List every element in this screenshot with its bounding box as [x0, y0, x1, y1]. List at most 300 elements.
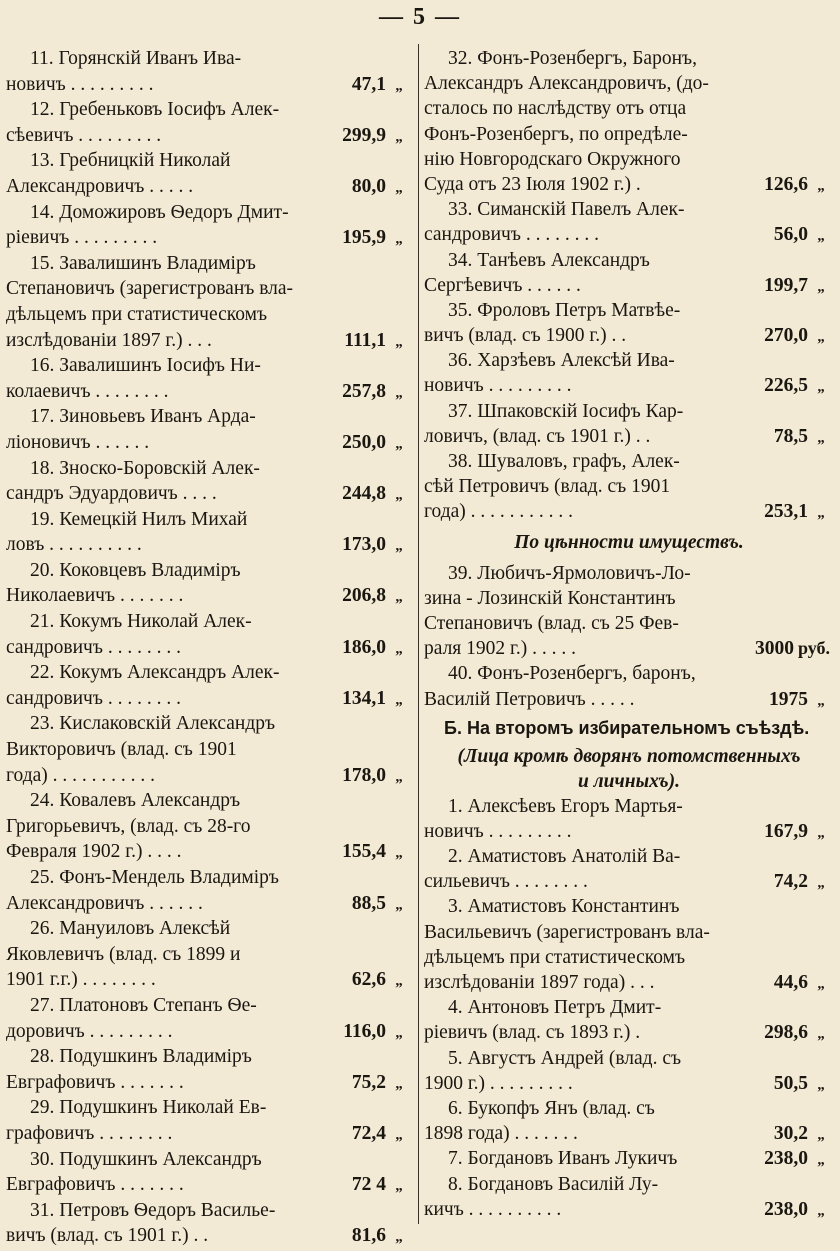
ditto-mark: „	[817, 228, 825, 245]
entry-text: 32. Фонъ-Розенбергъ, Баронъ,	[448, 48, 697, 69]
entry-line	[424, 348, 834, 373]
entry-line	[6, 200, 412, 226]
list-item	[424, 1046, 834, 1096]
entry-line	[424, 71, 834, 96]
entry-line	[6, 46, 412, 72]
ditto-mark: „	[395, 231, 403, 248]
entry-text: года) . . . . . . . . . . .	[424, 501, 574, 523]
entry-text: 3. Аматистовъ Константинъ	[448, 896, 680, 918]
entry-text: сандръ Эдуардовичъ . . . .	[6, 483, 217, 505]
entry-line	[6, 481, 412, 507]
list-item	[6, 200, 412, 251]
entry-line	[6, 711, 412, 737]
entry-text: 22. Кокумъ Александръ Алек-	[30, 662, 280, 684]
list-item	[424, 298, 834, 348]
entry-text: 33. Симанскій Павелъ Алек-	[448, 199, 685, 221]
entry-line	[6, 532, 412, 558]
entry-line	[424, 819, 834, 844]
entry-amount: 186,0	[342, 636, 386, 658]
entry-text: 1898 года) . . . . . . .	[424, 1123, 578, 1145]
entry-line	[424, 611, 834, 636]
entry-amount: 62,6	[351, 969, 386, 991]
entry-amount: 250,0	[342, 431, 386, 453]
entry-amount: 126,6	[764, 173, 808, 195]
entry-amount: 116,0	[343, 1020, 386, 1042]
entry-amount: 80,0	[351, 175, 386, 197]
ditto-mark: „	[395, 1126, 403, 1143]
ditto-mark: „	[395, 435, 403, 452]
entry-line	[6, 583, 412, 609]
entry-line	[6, 123, 412, 149]
ditto-mark: „	[817, 692, 825, 709]
list-item	[424, 1146, 834, 1171]
entry-text: 35. Фроловъ Петръ Матвѣе-	[448, 299, 681, 321]
list-item	[6, 404, 412, 455]
entry-line	[6, 1044, 412, 1070]
list-item	[424, 197, 834, 247]
ditto-mark: „	[395, 77, 403, 94]
list-item	[424, 248, 834, 298]
entry-line	[424, 499, 834, 524]
ditto-mark: „	[395, 640, 403, 657]
entry-text: 12. Гребеньковъ Іосифъ Алек-	[30, 99, 280, 121]
entry-text: Александровичъ . . . . .	[6, 175, 194, 197]
entry-line	[6, 609, 412, 635]
entry-text: ловъ . . . . . . . . . .	[6, 534, 142, 556]
entry-line	[424, 1046, 834, 1071]
entry-text: новичъ . . . . . . . . .	[424, 375, 572, 397]
entry-text: дѣльцемъ при статистическомъ	[6, 303, 268, 325]
entry-text: 13. Гребницкій Николай	[30, 150, 231, 172]
entry-text: вичъ (влад. съ 1900 г.) . .	[424, 325, 627, 347]
entry-line	[6, 1095, 412, 1121]
entry-text: графовичъ . . . . . . . .	[6, 1122, 173, 1144]
entry-text: ліоновичъ . . . . . .	[6, 431, 150, 453]
entry-amount: 47,1	[351, 73, 386, 95]
ditto-mark: „	[395, 333, 403, 350]
ditto-mark: „	[395, 179, 403, 196]
list-item	[6, 251, 412, 353]
entry-text: 27. Платоновъ Степанъ Ѳе-	[30, 994, 257, 1016]
list-item	[6, 609, 412, 660]
entry-amount: 72,4	[351, 1122, 386, 1144]
entry-line	[6, 916, 412, 942]
entry-line	[6, 737, 412, 763]
entry-line	[424, 298, 834, 323]
list-item	[6, 148, 412, 199]
entry-text: Александръ Александровичъ, (до-	[424, 73, 709, 95]
entry-line	[424, 794, 834, 819]
ditto-mark: „	[817, 1127, 825, 1144]
entry-text: 24. Ковалевъ Александръ	[30, 790, 241, 812]
entry-text: 34. Танѣевъ Александръ	[448, 249, 650, 271]
entry-line	[424, 96, 834, 121]
ditto-mark: „	[817, 1076, 825, 1093]
entry-amount: 178,0	[342, 764, 386, 786]
ditto-mark: „	[395, 973, 403, 990]
entry-text: 38. Шуваловъ, графъ, Алек-	[448, 451, 680, 472]
list-item	[424, 794, 834, 844]
value-heading: По цѣнности имуществъ.	[514, 531, 744, 553]
entry-line	[6, 404, 412, 430]
entry-line	[6, 686, 412, 712]
entry-text: Евграфовичъ . . . . . . .	[6, 1071, 184, 1093]
entry-line	[6, 839, 412, 865]
ditto-mark: „	[395, 1075, 403, 1092]
entry-text: 30. Подушкинъ Александръ	[30, 1148, 262, 1170]
entry-text: Февраля 1902 г.) . . . .	[6, 841, 182, 863]
entry-line	[6, 174, 412, 200]
entry-amount: 226,5	[764, 375, 808, 397]
entry-amount: 257,8	[342, 380, 386, 402]
entry-amount: 30,2	[773, 1123, 808, 1145]
entry-line	[6, 660, 412, 686]
entry-text: 19. Кемецкій Нилъ Михай	[30, 508, 248, 530]
ditto-mark: „	[817, 505, 825, 522]
ditto-mark: „	[817, 875, 825, 892]
entry-line	[424, 561, 834, 586]
entry-text: года) . . . . . . . . . . .	[6, 764, 156, 786]
entry-text: 26. Мануиловъ Алексѣй	[30, 918, 231, 940]
entry-line	[424, 373, 834, 398]
entry-line	[6, 1198, 412, 1224]
entry-amount: 75,2	[351, 1071, 386, 1093]
entry-amount: 270,0	[764, 325, 808, 347]
persons-heading-line2: и личныхъ).	[577, 770, 681, 792]
entry-line	[424, 1020, 834, 1045]
right-entries-part3	[424, 794, 834, 1222]
list-item	[6, 507, 412, 558]
entry-line	[424, 945, 834, 970]
list-item	[6, 993, 412, 1044]
left-column	[6, 46, 412, 1247]
entry-text: изслѣдованіи 1897 г.) . . .	[6, 329, 212, 351]
entry-text: 11. Горянскій Иванъ Ива-	[30, 48, 242, 69]
entry-line	[6, 1223, 412, 1249]
entry-text: кичъ . . . . . . . . . .	[424, 1198, 562, 1220]
entry-amount: 244,8	[342, 483, 386, 505]
entry-line	[6, 763, 412, 789]
entry-text: 21. Кокумъ Николай Алек-	[30, 611, 252, 633]
entry-line	[424, 1172, 834, 1197]
ditto-mark: „	[817, 824, 825, 841]
list-item	[424, 46, 834, 197]
ditto-mark: „	[817, 278, 825, 295]
entry-text: доровичъ . . . . . . . . .	[6, 1020, 173, 1042]
list-item	[6, 660, 412, 711]
entry-line	[6, 891, 412, 917]
entry-amount: 206,8	[342, 585, 386, 607]
entry-amount: 88,5	[351, 892, 386, 914]
ditto-mark: „	[395, 1229, 403, 1246]
entry-text: сильевичъ . . . . . . . .	[424, 871, 588, 893]
entry-line	[6, 302, 412, 328]
entry-amount: 298,6	[764, 1022, 808, 1044]
right-column	[424, 46, 834, 1221]
entry-line	[424, 248, 834, 273]
column-divider	[418, 44, 419, 1224]
ditto-mark: „	[395, 1178, 403, 1195]
entry-amount: 78,5	[773, 425, 808, 447]
entry-line	[424, 222, 834, 247]
entry-text: 29. Подушкинъ Николай Ев-	[30, 1097, 267, 1119]
ditto-mark: „	[817, 1202, 825, 1219]
entry-amount: 56,0	[773, 224, 808, 246]
entry-text: 28. Подушкинъ Владиміръ	[30, 1046, 252, 1068]
entry-text: Степановичъ (влад. съ 25 Фев-	[424, 612, 679, 634]
entry-text: зина - Лозинскій Константинъ	[424, 587, 676, 609]
entry-line	[424, 869, 834, 894]
list-item	[6, 1147, 412, 1198]
entry-text: ловичъ, (влад. съ 1901 г.) . .	[424, 425, 651, 447]
entry-line	[6, 379, 412, 405]
list-item	[6, 97, 412, 148]
ditto-mark: „	[817, 1152, 825, 1169]
entry-text: новичъ . . . . . . . . .	[6, 73, 154, 95]
list-item	[424, 844, 834, 894]
ditto-mark: „	[395, 896, 403, 913]
entry-amount: 44,6	[773, 972, 808, 993]
entry-line	[6, 788, 412, 814]
entry-line	[6, 558, 412, 584]
entry-text: 16. Завалишинъ Іосифъ Ни-	[30, 355, 261, 377]
entry-text: 17. Зиновьевъ Иванъ Арда-	[30, 406, 256, 428]
ditto-mark: „	[395, 691, 403, 708]
entry-text: Викторовичъ (влад. съ 1901	[6, 739, 237, 761]
entry-text: Суда отъ 23 Іюля 1902 г.) .	[424, 173, 641, 195]
entry-amount: 155,4	[342, 841, 386, 863]
list-item	[424, 995, 834, 1045]
entry-text: нію Новгородскаго Окружного	[424, 148, 681, 170]
entry-text: 5. Августъ Андрей (влад. съ	[448, 1047, 682, 1069]
entry-text: сѣй Петровичъ (влад. съ 1901	[424, 476, 671, 498]
entry-line	[6, 276, 412, 302]
entry-text: 14. Доможировъ Ѳедоръ Дмит-	[30, 201, 289, 223]
ditto-mark: „	[817, 329, 825, 346]
entry-text: 39. Любичъ-Ярмоловичъ-Ло-	[448, 562, 691, 584]
entry-line	[6, 430, 412, 456]
list-item	[424, 561, 834, 662]
entry-line	[6, 328, 412, 354]
entry-line	[424, 323, 834, 348]
entry-line	[424, 661, 834, 686]
entry-text: Василій Петровичъ . . . . .	[424, 688, 635, 710]
entry-text: изслѣдованіи 1897 года) . . .	[424, 972, 655, 993]
ditto-mark: „	[395, 845, 403, 862]
entry-line	[424, 1071, 834, 1096]
entry-text: 4. Антоновъ Петръ Дмит-	[448, 997, 662, 1019]
entry-text: ріевичъ (влад. съ 1893 г.) .	[424, 1022, 641, 1044]
list-item	[6, 865, 412, 916]
entry-line	[6, 814, 412, 840]
entry-line	[424, 1197, 834, 1222]
entry-amount: 199,7	[764, 274, 808, 296]
entry-text: Васильевичъ (зарегистрованъ вла-	[424, 921, 710, 943]
entry-text: 6. Букопфъ Янъ (влад. съ	[448, 1097, 655, 1119]
entry-line	[6, 1147, 412, 1173]
entry-text: 1900 г.) . . . . . . . . .	[424, 1072, 573, 1094]
entry-line	[6, 456, 412, 482]
list-item	[6, 788, 412, 865]
entry-line	[424, 1121, 834, 1146]
list-item	[424, 1096, 834, 1146]
entry-amount: 81,6	[351, 1225, 386, 1247]
entry-amount: 50,5	[773, 1072, 808, 1094]
list-item	[424, 399, 834, 449]
entry-text: Григорьевичъ, (влад. съ 28-го	[6, 815, 251, 837]
list-item	[6, 456, 412, 507]
entry-text: 18. Зноско-Боровскій Алек-	[30, 457, 260, 479]
ditto-mark: „	[395, 1024, 403, 1041]
entry-line	[424, 920, 834, 945]
list-item	[424, 348, 834, 398]
entry-line	[6, 97, 412, 123]
entry-amount: 74,2	[773, 871, 808, 893]
list-item	[6, 1044, 412, 1095]
entry-line	[6, 635, 412, 661]
list-item	[6, 353, 412, 404]
ditto-mark: „	[817, 379, 825, 396]
entry-text: Александровичъ . . . . . .	[6, 892, 203, 914]
entry-line	[6, 942, 412, 968]
list-item	[424, 661, 834, 711]
entry-text: Евграфовичъ . . . . . . .	[6, 1174, 184, 1196]
entry-line	[424, 474, 834, 499]
ditto-mark: „	[395, 128, 403, 145]
entry-text: 7. Богдановъ Иванъ Лукичъ	[448, 1148, 678, 1170]
entry-line	[424, 172, 834, 197]
entry-line	[6, 353, 412, 379]
persons-heading-line1: (Лица кромѣ дворянъ потомственныхъ	[457, 745, 801, 767]
entry-line	[424, 586, 834, 611]
entry-amount: 134,1	[342, 687, 386, 709]
entry-amount: 3000	[755, 638, 794, 660]
entry-text: сандровичъ . . . . . . . .	[424, 224, 599, 246]
entry-line	[424, 424, 834, 449]
list-item	[424, 1172, 834, 1222]
entry-line	[6, 1070, 412, 1096]
entry-text: 36. Харзѣевъ Алексѣй Ива-	[448, 350, 675, 372]
entry-amount: 238,0	[764, 1198, 808, 1220]
entry-line	[6, 1172, 412, 1198]
entry-text: Сергѣевичъ . . . . . .	[424, 274, 581, 296]
entry-amount: 238,0	[764, 1148, 808, 1170]
entry-line	[424, 46, 834, 71]
entry-line	[424, 636, 834, 661]
entry-line	[424, 122, 834, 147]
entry-text: дѣльцемъ при статистическомъ	[424, 946, 686, 968]
entry-text: 23. Кислаковскій Александръ	[30, 713, 276, 735]
right-entries-part2	[424, 561, 834, 712]
entry-text: сандровичъ . . . . . . . .	[6, 687, 181, 709]
entry-text: 15. Завалишинъ Владиміръ	[30, 252, 256, 274]
entry-line	[424, 1096, 834, 1121]
entry-text: сѣевичъ . . . . . . . . .	[6, 124, 162, 146]
list-item	[424, 894, 834, 995]
entry-line	[424, 687, 834, 712]
entry-line	[424, 970, 834, 995]
ditto-mark: „	[395, 589, 403, 606]
entry-text: Яковлевичъ (влад. съ 1899 и	[6, 943, 241, 965]
entry-text: 1. Алексѣевъ Егоръ Мартья-	[448, 795, 683, 817]
entry-line	[424, 147, 834, 172]
right-entries-part1	[424, 46, 834, 525]
entry-amount: 299,9	[342, 124, 386, 146]
list-item	[6, 1198, 412, 1249]
entry-text: вичъ (влад. съ 1901 г.) . .	[6, 1225, 209, 1247]
entry-line	[6, 865, 412, 891]
list-item	[6, 1095, 412, 1146]
list-item	[6, 916, 412, 993]
entry-text: 20. Коковцевъ Владиміръ	[30, 559, 241, 581]
list-item	[6, 711, 412, 788]
entry-line	[6, 251, 412, 277]
list-item	[6, 558, 412, 609]
entry-text: 31. Петровъ Ѳедоръ Василье-	[30, 1199, 276, 1221]
entry-amount: 195,9	[342, 227, 386, 249]
ditto-mark: „	[817, 429, 825, 446]
entry-text: 8. Богдановъ Василій Лу-	[448, 1173, 659, 1195]
list-item	[6, 46, 412, 97]
entry-text: 1901 г.г.) . . . . . . . .	[6, 969, 156, 991]
entry-text: новичъ . . . . . . . . .	[424, 820, 572, 842]
entry-line	[424, 995, 834, 1020]
entry-line	[6, 72, 412, 98]
entry-line	[6, 225, 412, 251]
entry-line	[424, 399, 834, 424]
entry-amount: 72 4	[351, 1174, 386, 1196]
ditto-mark: „	[395, 768, 403, 785]
entry-text: 37. Шпаковскій Іосифъ Кар-	[448, 400, 684, 422]
entry-line	[424, 844, 834, 869]
page-number: — 5 —	[379, 4, 461, 30]
entry-line	[424, 1146, 834, 1171]
entry-text: 2. Аматистовъ Анатолій Ва-	[448, 846, 681, 868]
entry-line	[424, 449, 834, 474]
ditto-mark: „	[395, 487, 403, 504]
entry-text: ріевичъ . . . . . . . . .	[6, 227, 158, 249]
entry-text: Фонъ-Розенбергъ, по опредѣле-	[424, 123, 688, 145]
ditto-mark: руб.	[797, 638, 831, 659]
ditto-mark: „	[395, 384, 403, 401]
entry-line	[6, 967, 412, 993]
entry-text: Степановичъ (зарегистрованъ вла-	[6, 278, 294, 300]
entry-text: 40. Фонъ-Розенбергъ, баронъ,	[448, 663, 696, 685]
entry-amount: 167,9	[764, 820, 808, 842]
entry-line	[424, 894, 834, 919]
entry-text: 25. Фонъ-Мендель Владиміръ	[30, 867, 280, 888]
ditto-mark: „	[817, 976, 825, 992]
entry-line	[6, 1019, 412, 1045]
entry-text: колаевичъ . . . . . . . .	[6, 380, 169, 402]
ditto-mark: „	[395, 538, 403, 555]
entry-line	[6, 993, 412, 1019]
entry-line	[6, 1121, 412, 1147]
ditto-mark: „	[817, 1026, 825, 1043]
entry-amount: 173,0	[342, 534, 386, 556]
entry-line	[424, 197, 834, 222]
entry-text: раля 1902 г.) . . . . .	[424, 638, 576, 660]
section-heading: Б. На второмъ избирательномъ съѣздѣ.	[444, 717, 810, 738]
entry-line	[424, 273, 834, 298]
entry-amount: 1975	[769, 688, 808, 710]
entry-line	[6, 507, 412, 533]
entry-text: Николаевичъ . . . . . . .	[6, 585, 184, 607]
entry-amount: 253,1	[764, 501, 808, 523]
list-item	[424, 449, 834, 525]
ditto-mark: „	[817, 177, 825, 194]
entry-amount: 111,1	[344, 329, 386, 351]
